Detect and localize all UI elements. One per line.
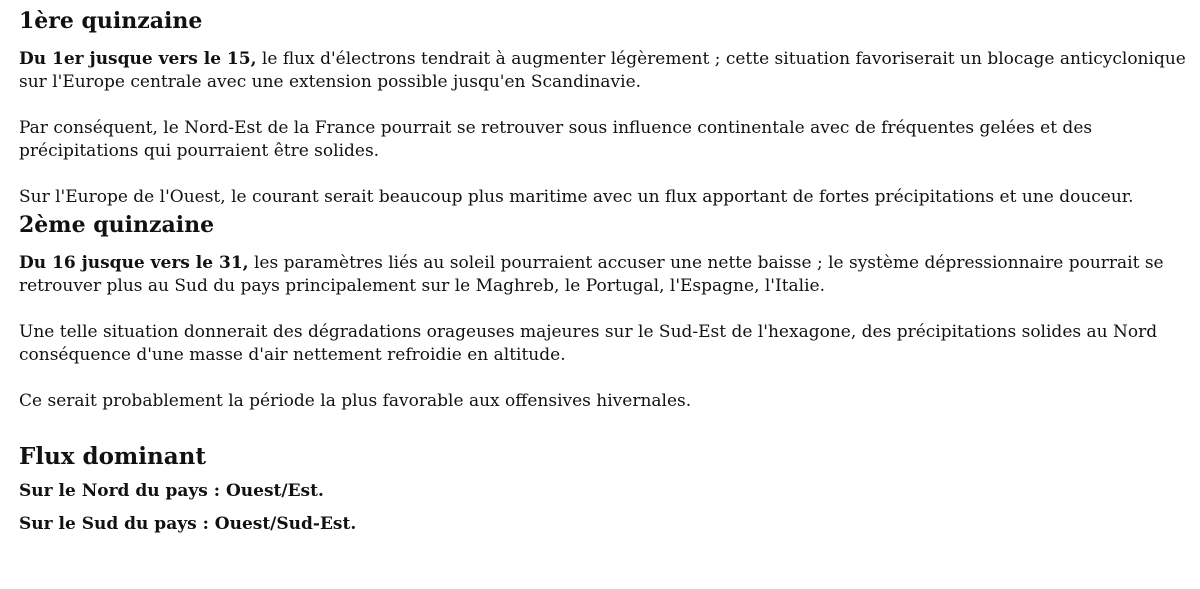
section1-paragraph-1-text: le flux d'électrons tendrait à augmenter légèrement ; cette situation favoriserait un blocage anticyclonique sur l'Europe centrale avec une extension possible jusqu'en Scandinavie. (19, 49, 1186, 92)
section2-paragraph-2: Une telle situation donnerait des dégradations orageuses majeures sur le Sud-Est de l'hexagone, des précipitations solides au Nord conséquence d'une masse d'air nettement refroidie en altitude. (19, 322, 1158, 365)
section1-paragraph-3: Sur l'Europe de l'Ouest, le courant serait beaucoup plus maritime avec un flux apportant de fortes précipitations et une douceur. (19, 187, 1134, 207)
section1-date-range: Du 1er jusque vers le 15, (19, 49, 257, 69)
dominant-flow-north: Sur le Nord du pays : Ouest/Est. (19, 481, 324, 501)
section2-paragraph-1-text: les paramètres liés au soleil pourraient accuser une nette baisse ; le système dépressionnaire pourrait se retrouver plus au Sud du pays principalement sur le Maghreb, le Portugal, l'Espagne, l'Italie. (19, 253, 1164, 296)
section-title-dominant-flow: Flux dominant (19, 443, 206, 470)
section1-paragraph-2: Par conséquent, le Nord-Est de la France pourrait se retrouver sous influence continentale avec de fréquentes gelées et des précipitations qui pourraient être solides. (19, 118, 1093, 161)
section-title-first-fortnight: 1ère quinzaine (19, 8, 203, 34)
section2-paragraph-3: Ce serait probablement la période la plus favorable aux offensives hivernales. (19, 391, 692, 411)
section2-date-range: Du 16 jusque vers le 31, (19, 253, 249, 273)
section-title-second-fortnight: 2ème quinzaine (19, 212, 215, 238)
section1-paragraph-1 (19, 48, 1200, 94)
section2-paragraph-1 (19, 252, 1200, 298)
dominant-flow-south: Sur le Sud du pays : Ouest/Sud-Est. (19, 514, 357, 534)
